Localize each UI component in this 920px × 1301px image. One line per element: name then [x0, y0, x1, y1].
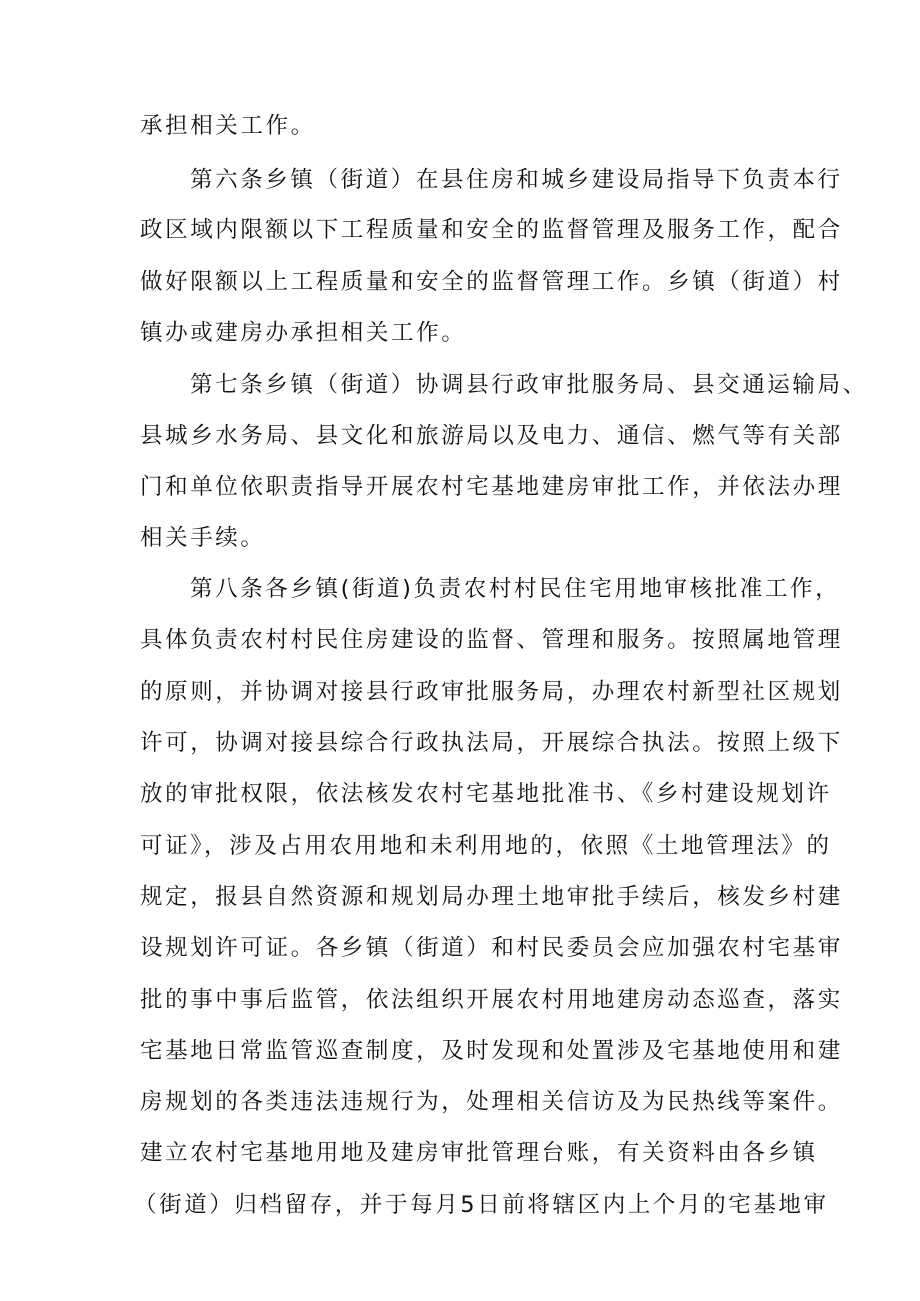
text-line: 建立农村宅基地用地及建房审批管理台账，有关资料由各乡镇	[140, 1140, 818, 1166]
text-line: 第八条各乡镇(街道)负责农村村民住宅用地审核批准工作，	[190, 576, 841, 602]
text-line: 可证》，涉及占用农用地和未利用地的，依照《土地管理法》的	[140, 833, 832, 859]
text-line: 批的事中事后监管，依法组织开展农村用地建房动态巡查，落实	[140, 987, 843, 1013]
text-line: 放的审批权限，依法核发农村宅基地批准书、《乡村建设规划许	[140, 781, 832, 807]
text-line: 房规划的各类违法违规行为，处理相关信访及为民热线等案件。	[140, 1089, 843, 1115]
text-line: 门和单位依职责指导开展农村宅基地建房审批工作，并依法办理	[140, 474, 843, 500]
text-line: 镇办或建房办承担相关工作。	[140, 320, 467, 346]
text-line: 设规划许可证。各乡镇（街道）和村民委员会应加强农村宅基审	[140, 935, 843, 961]
text-line: （街道）归档留存，并于每月5日前将辖区内上个月的宅基地审	[134, 1192, 829, 1218]
text-line: 规定，报县自然资源和规划局办理土地审批手续后，核发乡村建	[140, 884, 843, 910]
text-line: 第七条乡镇（街道）协调县行政审批服务局、县交通运输局、	[190, 372, 868, 398]
text-line: 县城乡水务局、县文化和旅游局以及电力、通信、燃气等有关部	[140, 423, 843, 449]
text-line: 政区域内限额以下工程质量和安全的监督管理及服务工作，配合	[140, 217, 843, 243]
text-line: 宅基地日常监管巡查制度，及时发现和处置涉及宅基地使用和建	[140, 1038, 843, 1064]
text-line: 承担相关工作。	[140, 113, 316, 139]
text-line: 许可，协调对接县综合行政执法局，开展综合执法。按照上级下	[140, 730, 843, 756]
text-line: 的原则，并协调对接县行政审批服务局，办理农村新型社区规划	[140, 679, 843, 705]
text-line: 第六条乡镇（街道）在县住房和城乡建设局指导下负责本行	[190, 167, 843, 193]
text-line: 具体负责农村村民住房建设的监督、管理和服务。按照属地管理	[140, 627, 843, 653]
text-line: 相关手续。	[140, 525, 266, 551]
text-line: 做好限额以上工程质量和安全的监督管理工作。乡镇（街道）村	[140, 269, 843, 295]
